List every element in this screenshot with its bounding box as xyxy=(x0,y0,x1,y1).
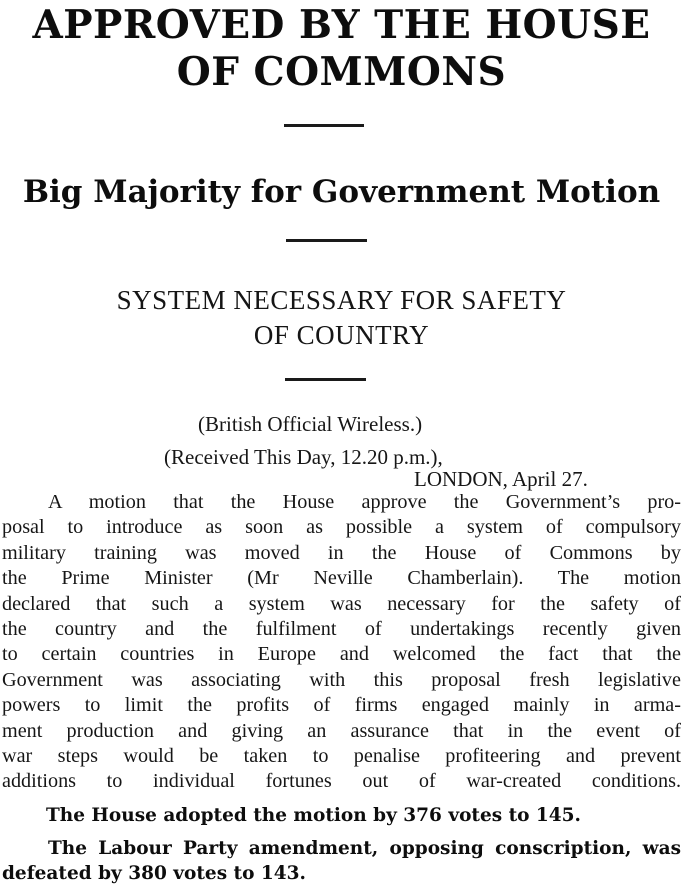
amendment-line: defeated by 380 votes to 143. xyxy=(2,863,306,884)
article-body-line: to certain countries in Europe and welcomed the fact that the xyxy=(2,643,681,666)
article-body-line: the country and the fulfilment of undertakings recently given xyxy=(2,617,681,640)
amendment-paragraph xyxy=(2,836,681,886)
third-headline xyxy=(0,283,683,353)
divider-rule-3 xyxy=(285,378,366,381)
article-body-line: military training was moved in the House of Commons by xyxy=(2,541,681,564)
article-body-line: powers to limit the profits of firms engaged mainly in arma- xyxy=(2,694,681,717)
article-body-line: war steps would be taken to penalise profiteering and prevent xyxy=(2,744,681,767)
main-headline-line-1: APPROVED BY THE HOUSE xyxy=(32,2,651,48)
article-body-line: A motion that the House approve the Government’s pro- xyxy=(48,491,681,513)
article-body-line: ment production and giving an assurance that in the event of xyxy=(2,719,681,742)
dateline-place: LONDON, April 27. xyxy=(414,467,588,491)
third-headline-line-2: OF COUNTRY xyxy=(253,320,430,350)
main-headline-line-2: OF COMMONS xyxy=(176,49,507,95)
article-body-line: Government was associating with this proposal fresh legislative xyxy=(2,668,681,691)
article-body-line: the Prime Minister (Mr Neville Chamberlain). The motion xyxy=(2,567,681,590)
amendment-line: The Labour Party amendment, opposing conscription, was xyxy=(48,838,681,859)
third-headline-line-1: SYSTEM NECESSARY FOR SAFETY xyxy=(116,285,567,315)
dateline-received: (Received This Day, 12.20 p.m.), xyxy=(164,445,443,469)
vote-result: The House adopted the motion by 376 votes to 145. xyxy=(46,805,581,826)
article-body-line: additions to individual fortunes out of war-created conditions. xyxy=(2,770,681,793)
article-body-line: posal to introduce as soon as possible a system of compulsory xyxy=(2,516,681,539)
divider-rule-1 xyxy=(284,124,364,127)
divider-rule-2 xyxy=(286,239,367,242)
sub-headline: Big Majority for Government Motion xyxy=(22,174,661,210)
article-body xyxy=(2,490,681,795)
dateline-source: (British Official Wireless.) xyxy=(198,412,423,436)
article-body-line: declared that such a system was necessary for the safety of xyxy=(2,592,681,615)
main-headline xyxy=(0,2,683,96)
